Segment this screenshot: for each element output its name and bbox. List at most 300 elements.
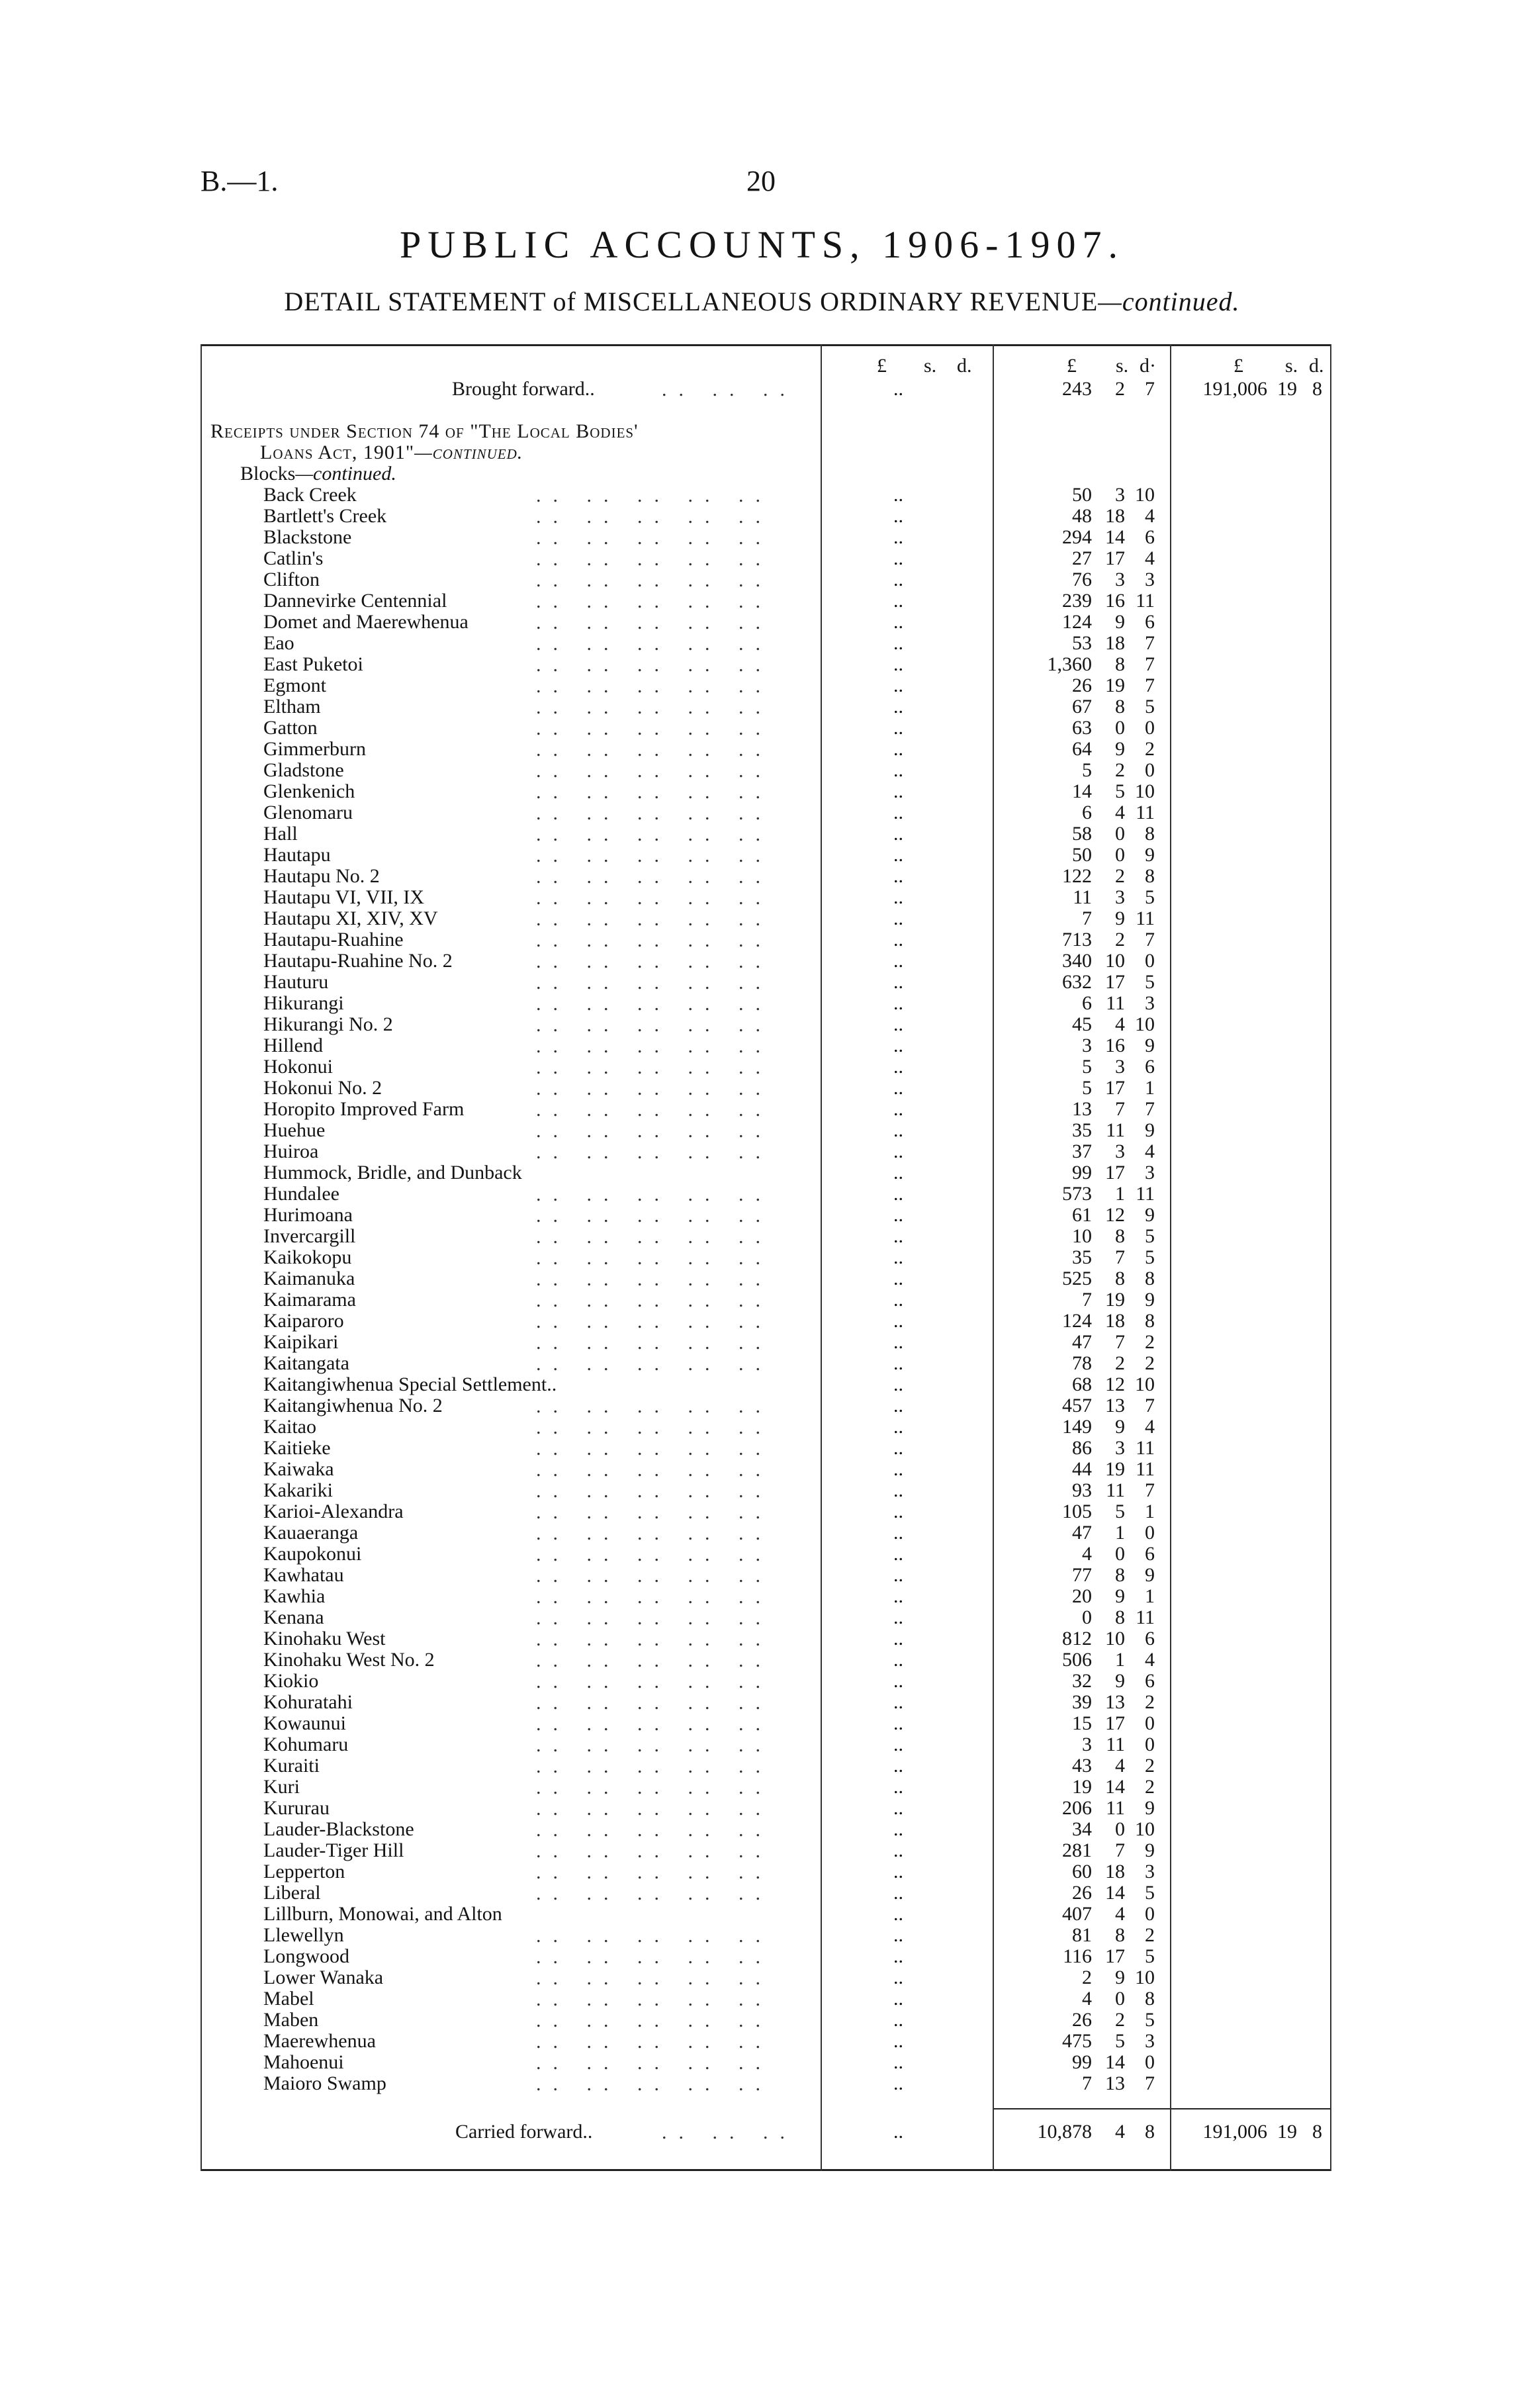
block-name: Hautapu VI, VII, IX [263,886,425,908]
leader-dots: .. .. .. .. .. [536,1416,772,1438]
block-name: Hokonui No. 2 [263,1077,382,1099]
col3-shillings-header: s. [1285,355,1298,377]
amount-shillings: 11 [1106,1119,1125,1141]
amount-pence: 9 [1145,844,1155,866]
col1-blank: .. [893,1882,903,1904]
amount-shillings: 0 [1115,844,1125,866]
block-name: Hauturu [263,971,329,993]
leader-dots: .. .. .. [662,379,797,400]
amount-pounds: 124 [1062,1310,1092,1332]
block-name: Lauder-Blackstone [263,1818,414,1840]
amount-shillings: 4 [1115,1755,1125,1777]
amount-shillings: 7 [1115,1331,1125,1353]
leader-dots: .. .. .. .. .. [536,1840,772,1862]
leader-dots: .. .. .. .. .. [536,1798,772,1820]
amount-pounds: 239 [1062,590,1092,612]
amount-shillings: 8 [1115,1268,1125,1289]
amount-shillings: 9 [1115,611,1125,633]
col1-blank: .. [893,1903,903,1925]
col1-blank: .. [893,865,903,887]
leader-dots: .. .. .. .. .. [536,1099,772,1121]
amount-shillings: 19 [1105,1458,1125,1480]
col1-blank: .. [893,1861,903,1882]
amount-shillings: 12 [1105,1373,1125,1395]
col1-blank: .. [893,1945,903,1967]
amount-pence: 1 [1145,1501,1155,1522]
amount-pounds: 47 [1072,1331,1092,1353]
leader-dots: .. .. .. .. .. [536,972,772,994]
amount-pounds: 116 [1063,1945,1092,1967]
leader-dots: .. .. .. .. .. [536,887,772,909]
amount-shillings: 9 [1115,907,1125,929]
amount-pence: 4 [1145,1416,1155,1438]
col1-blank: .. [893,1268,903,1289]
leader-dots: .. .. .. .. .. [536,1967,772,1989]
amount-pounds: 63 [1072,717,1092,739]
col1-blank: .. [893,1691,903,1713]
block-name: Invercargill [263,1225,356,1247]
col1-blank: .. [893,590,903,612]
blocks-subheading [240,463,396,485]
col1-blank: .. [893,1225,903,1247]
leader-dots: .. .. .. .. .. [536,1586,772,1608]
col1-blank: .. [893,886,903,908]
col1-blank: .. [893,1924,903,1946]
amount-pounds: 68 [1072,1373,1092,1395]
amount-pence: 11 [1136,907,1155,929]
subtitle-text: DETAIL STATEMENT of MISCELLANEOUS ORDINARY REVENUE [284,287,1098,316]
amount-pounds: 81 [1072,1924,1092,1946]
amount-pence: 0 [1145,950,1155,972]
amount-pence: 6 [1145,1628,1155,1649]
col1-blank: .. [893,1734,903,1755]
amount-pounds: 47 [1072,1522,1092,1544]
col1-blank: .. [893,1098,903,1120]
amount-pence: 7 [1145,653,1155,675]
block-name: Huehue [263,1119,326,1141]
block-name: Kaimarama [263,1289,356,1311]
col3-left-rule [1170,344,1171,2171]
block-name: Kakariki [263,1479,333,1501]
amount-pounds: 35 [1072,1119,1092,1141]
leader-dots: .. .. .. .. .. [536,1035,772,1057]
amount-pounds: 506 [1062,1649,1092,1671]
amount-pounds: 5 [1082,1077,1092,1099]
amount-pounds: 0 [1082,1606,1092,1628]
block-name: Kururau [263,1797,330,1819]
col1-blank: .. [893,1140,903,1162]
leader-dots: .. .. .. .. .. [536,1925,772,1947]
amount-shillings: 17 [1105,1945,1125,1967]
col1-blank: .. [893,653,903,675]
leader-dots: .. .. .. .. .. [536,1268,772,1290]
col1-blank: .. [893,1818,903,1840]
col3-pence-header: d. [1309,355,1324,377]
amount-pence: 7 [1145,929,1155,950]
amount-pounds: 407 [1062,1903,1092,1925]
block-name: Glenomaru [263,802,353,823]
amount-pounds: 77 [1072,1564,1092,1586]
amount-pounds: 76 [1072,569,1092,590]
block-name: Catlin's [263,547,324,569]
block-name: Mahoenui [263,2051,344,2073]
amount-pence: 2 [1145,1352,1155,1374]
col1-blank: .. [893,2009,903,2031]
leader-dots: .. .. .. .. .. [536,696,772,718]
amount-pounds: 5 [1082,759,1092,781]
block-name: Hautapu [263,844,331,866]
block-name: Glenkenich [263,780,355,802]
col1-blank: .. [893,1458,903,1480]
amount-pence: 10 [1135,1967,1155,1988]
amount-shillings: 17 [1105,1077,1125,1099]
col1-blank: .. [893,1564,903,1586]
amount-pounds: 58 [1072,823,1092,845]
block-name: Dannevirke Centennial [263,590,447,612]
leader-dots: .. .. .. .. .. [536,993,772,1015]
blocks-label: Blocks [240,463,296,485]
amount-pounds: 6 [1082,802,1092,823]
amount-pence: 1 [1145,1585,1155,1607]
leader-dots: .. .. .. .. .. [536,1438,772,1459]
amount-pence: 9 [1145,1564,1155,1586]
col1-blank: .. [893,1776,903,1798]
block-name: Kaiwaka [263,1458,334,1480]
carried-forward-col3-pence: 8 [1312,2121,1322,2143]
block-name: Kuraiti [263,1755,320,1777]
block-name: Maben [263,2009,319,2031]
amount-pence: 6 [1145,1670,1155,1692]
amount-pence: 2 [1145,1776,1155,1798]
amount-shillings: 5 [1115,780,1125,802]
amount-shillings: 18 [1105,505,1125,527]
block-name: Lepperton [263,1861,345,1882]
amount-pounds: 573 [1062,1183,1092,1205]
subtitle-suffix: —continued. [1098,287,1240,316]
amount-shillings: 3 [1115,886,1125,908]
amount-shillings: 1 [1115,1183,1125,1205]
amount-shillings: 2 [1115,2009,1125,2031]
amount-shillings: 7 [1115,1839,1125,1861]
amount-shillings: 8 [1115,1606,1125,1628]
leader-dots: .. .. .. .. .. [536,1734,772,1756]
amount-pounds: 713 [1062,929,1092,950]
amount-pounds: 10 [1072,1225,1092,1247]
amount-pounds: 20 [1072,1585,1092,1607]
page-title: PUBLIC ACCOUNTS, 1906-1907. [400,223,1124,266]
leader-dots: .. .. .. .. .. [536,1861,772,1883]
amount-pounds: 281 [1062,1839,1092,1861]
amount-shillings: 18 [1105,1310,1125,1332]
amount-shillings: 9 [1115,1967,1125,1988]
block-name: Kinohaku West No. 2 [263,1649,435,1671]
block-name: Clifton [263,569,320,590]
col1-blank: .. [893,484,903,506]
block-name: Hikurangi [263,992,344,1014]
amount-shillings: 13 [1105,1691,1125,1713]
col1-blank: .. [893,1797,903,1819]
amount-pence: 3 [1145,569,1155,590]
carried-forward-top-rule [993,2108,1330,2109]
amount-pounds: 50 [1072,484,1092,506]
amount-pounds: 50 [1072,844,1092,866]
col1-blank: .. [893,1331,903,1353]
block-name: Llewellyn [263,1924,344,1946]
col1-blank: .. [893,717,903,739]
leader-dots: .. .. .. .. .. [536,1353,772,1375]
amount-pounds: 32 [1072,1670,1092,1692]
amount-pounds: 44 [1072,1458,1092,1480]
amount-pence: 5 [1145,2009,1155,2031]
amount-pence: 7 [1145,1395,1155,1416]
block-name: Eltham [263,696,321,718]
amount-pence: 11 [1136,1183,1155,1205]
amount-shillings: 18 [1105,1861,1125,1882]
block-name: Kaikokopu [263,1246,352,1268]
amount-pounds: 475 [1062,2030,1092,2052]
leader-dots: .. .. .. .. .. [536,1141,772,1163]
col1-blank: .. [893,505,903,527]
amount-pence: 0 [1145,1522,1155,1544]
block-name: Hikurangi No. 2 [263,1013,393,1035]
block-name: Kaitao [263,1416,316,1438]
amount-shillings: 3 [1115,1437,1125,1459]
leader-dots: .. .. .. .. .. [536,1480,772,1502]
col1-blank: .. [893,1183,903,1205]
leader-dots: .. .. .. .. .. [536,1988,772,2010]
col2-pound-header: £ [1067,355,1077,377]
leader-dots: .. .. .. .. .. [536,1226,772,1248]
amount-pounds: 3 [1082,1035,1092,1056]
amount-shillings: 11 [1106,1479,1125,1501]
leader-dots: .. .. .. .. .. [536,1777,772,1798]
block-name: Karioi-Alexandra [263,1501,404,1522]
amount-pence: 5 [1145,886,1155,908]
leader-dots: .. .. .. .. .. [536,654,772,676]
amount-pence: 3 [1145,1861,1155,1882]
leader-dots: .. .. .. .. .. [536,1247,772,1269]
block-name: Hillend [263,1035,323,1056]
col1-blank: .. [893,1246,903,1268]
block-name: Eao [263,632,294,654]
amount-shillings: 3 [1115,1056,1125,1078]
amount-pounds: 86 [1072,1437,1092,1459]
col1-blank: .. [893,1606,903,1628]
amount-pence: 5 [1145,971,1155,993]
block-name: Kawhia [263,1585,326,1607]
leader-dots: .. .. .. .. .. [536,1565,772,1587]
block-name: Maioro Swamp [263,2072,386,2094]
leader-dots: .. .. .. .. .. [536,2052,772,2074]
block-name: Kaitangata [263,1352,349,1374]
amount-shillings: 16 [1105,590,1125,612]
leader-dots: .. .. .. .. .. [536,739,772,761]
amount-pence: 11 [1136,1606,1155,1628]
block-name: Kaupokonui [263,1543,362,1565]
section-heading-act: Loans Act, 1901" [260,441,415,463]
amount-shillings: 7 [1115,1098,1125,1120]
leader-dots: .. .. .. .. .. [536,1311,772,1332]
carried-forward-label: Carried forward.. [455,2121,593,2143]
amount-pence: 7 [1145,674,1155,696]
amount-pounds: 43 [1072,1755,1092,1777]
page-reference: B.—1. [201,165,279,197]
block-name: Hall [263,823,298,845]
block-name: Kowaunui [263,1712,346,1734]
leader-dots: .. .. .. .. .. [536,1607,772,1629]
amount-shillings: 9 [1115,738,1125,760]
col1-pound-header: £ [877,355,887,377]
amount-pence: 3 [1145,2030,1155,2052]
amount-pounds: 48 [1072,505,1092,527]
amount-pence: 6 [1145,611,1155,633]
col2-left-rule [993,344,994,2171]
carried-forward-col2-pence: 8 [1145,2121,1155,2143]
carried-forward-col3-pounds: 191,006 [1202,2121,1267,2143]
amount-pence: 8 [1145,823,1155,845]
amount-pence: 6 [1145,1543,1155,1565]
col1-blank: .. [893,971,903,993]
leader-dots: .. .. .. .. .. [536,802,772,824]
col1-blank: .. [893,1204,903,1226]
amount-pounds: 45 [1072,1013,1092,1035]
amount-shillings: 9 [1115,1416,1125,1438]
amount-pounds: 105 [1062,1501,1092,1522]
amount-pence: 5 [1145,1246,1155,1268]
col1-shillings-header: s. [924,355,937,377]
col1-blank: .. [893,738,903,760]
amount-pence: 10 [1135,1818,1155,1840]
amount-pence: 2 [1145,1924,1155,1946]
col1-blank: .. [893,1119,903,1141]
block-name: Kauaeranga [263,1522,359,1544]
amount-shillings: 4 [1115,1903,1125,1925]
amount-pounds: 340 [1062,950,1092,972]
block-name: Kaitieke [263,1437,331,1459]
amount-shillings: 9 [1115,1585,1125,1607]
amount-pounds: 457 [1062,1395,1092,1416]
leader-dots: .. .. .. .. .. [536,1078,772,1099]
col1-blank: .. [893,1395,903,1416]
carried-forward-col2-pounds: 10,878 [1037,2121,1092,2143]
table-right-rule [1330,344,1331,2171]
amount-shillings: 11 [1106,1734,1125,1755]
amount-pence: 2 [1145,1331,1155,1353]
amount-pounds: 34 [1072,1818,1092,1840]
col1-blank: .. [893,780,903,802]
amount-pounds: 294 [1062,526,1092,548]
col1-blank: .. [893,823,903,845]
amount-pence: 2 [1145,738,1155,760]
amount-pounds: 99 [1072,2051,1092,2073]
col1-blank: .. [893,547,903,569]
leader-dots: .. .. .. .. .. [536,1522,772,1544]
leader-dots: .. .. .. .. .. [536,1755,772,1777]
amount-shillings: 13 [1105,1395,1125,1416]
block-name: Kinohaku West [263,1628,386,1649]
leader-dots: .. .. .. .. .. [536,527,772,549]
amount-pence: 10 [1135,780,1155,802]
leader-dots: .. .. .. .. .. [536,1649,772,1671]
col1-blank: .. [893,1077,903,1099]
amount-pounds: 26 [1072,674,1092,696]
amount-shillings: 2 [1115,865,1125,887]
leader-dots: .. .. .. .. .. [536,1544,772,1565]
col1-blank: .. [893,929,903,950]
amount-pounds: 11 [1073,886,1092,908]
amount-shillings: 14 [1105,2051,1125,2073]
amount-pence: 9 [1145,1035,1155,1056]
amount-shillings: 3 [1115,1140,1125,1162]
col1-blank: .. [893,759,903,781]
col3-pound-header: £ [1233,355,1243,377]
amount-shillings: 8 [1115,1225,1125,1247]
leader-dots: .. .. .. .. .. [536,2031,772,2053]
col1-blank: .. [893,802,903,823]
leader-dots: .. .. .. .. .. [536,1713,772,1735]
block-name: Huiroa [263,1140,319,1162]
amount-shillings: 0 [1115,1818,1125,1840]
amount-shillings: 13 [1105,2072,1125,2094]
leader-dots: .. .. .. .. .. [536,2010,772,2031]
amount-pounds: 26 [1072,2009,1092,2031]
amount-pounds: 4 [1082,1988,1092,2010]
col1-blank: .. [893,569,903,590]
amount-pounds: 5 [1082,1056,1092,1078]
amount-pounds: 525 [1062,1268,1092,1289]
amount-shillings: 7 [1115,1246,1125,1268]
amount-pence: 4 [1145,505,1155,527]
leader-dots: .. .. .. .. .. [536,823,772,845]
block-name: Kuri [263,1776,300,1798]
col1-blank: .. [893,1649,903,1671]
amount-shillings: 3 [1115,484,1125,506]
leader-dots: .. .. .. .. .. [536,866,772,888]
amount-shillings: 4 [1115,802,1125,823]
amount-pence: 8 [1145,1268,1155,1289]
col1-blank: .. [893,1967,903,1988]
block-name: Kaitangiwhenua Special Settlement.. [263,1373,557,1395]
amount-pounds: 15 [1072,1712,1092,1734]
amount-shillings: 16 [1105,1035,1125,1056]
col1-blank: .. [893,1310,903,1332]
col1-blank: .. [893,611,903,633]
amount-pounds: 2 [1082,1967,1092,1988]
amount-shillings: 12 [1105,1204,1125,1226]
amount-pounds: 122 [1062,865,1092,887]
amount-shillings: 10 [1105,950,1125,972]
col1-blank: .. [893,526,903,548]
col1-blank: .. [893,1479,903,1501]
amount-pounds: 27 [1072,547,1092,569]
amount-pounds: 812 [1062,1628,1092,1649]
amount-pence: 8 [1145,865,1155,887]
col1-blank: .. [893,907,903,929]
amount-pence: 10 [1135,1013,1155,1035]
block-name: Horopito Improved Farm [263,1098,465,1120]
col1-blank: .. [893,1755,903,1777]
amount-pounds: 53 [1072,632,1092,654]
leader-dots: .. .. .. .. .. [536,633,772,655]
amount-shillings: 5 [1115,1501,1125,1522]
leader-dots: .. .. .. .. .. [536,1395,772,1417]
block-name: Lower Wanaka [263,1967,384,1988]
leader-dots: .. .. .. .. .. [536,760,772,782]
amount-pounds: 60 [1072,1861,1092,1882]
amount-pounds: 67 [1072,696,1092,718]
carried-forward-col2-shillings: 4 [1115,2121,1125,2143]
col1-blank: .. [893,950,903,972]
